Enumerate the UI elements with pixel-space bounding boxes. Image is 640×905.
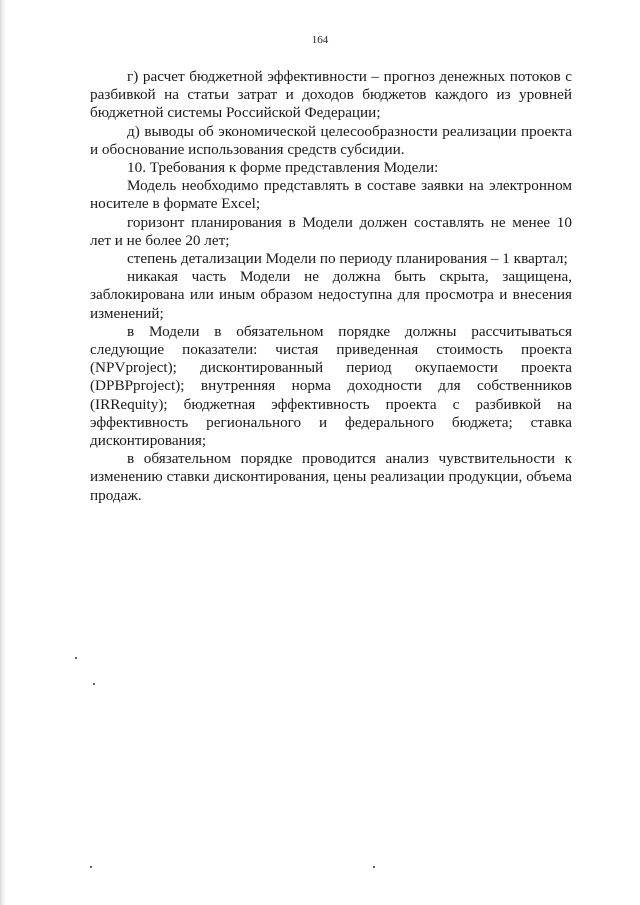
paragraph-sensitivity-analysis: в обязательном порядке проводится анализ чувствительности к изменению ставки дисконтирования, цены реализации продукции, объема продаж.: [90, 450, 572, 504]
paragraph-excel-format: Модель необходимо представлять в составе заявки на электронном носителе в формате Excel;: [90, 177, 572, 213]
paragraph-detail-level: степень детализации Модели по периоду планирования – 1 квартал;: [127, 250, 568, 268]
paragraph-planning-horizon: горизонт планирования в Модели должен составлять не менее 10 лет и не более 20 лет;: [90, 213, 572, 249]
scan-speck: [90, 866, 92, 868]
paragraph-required-indicators: в Модели в обязательном порядке должны рассчитываться следующие показатели: чистая приведенная стоимость проекта (NPVproject); дисконтированный период окупаемости проекта (DPBPproject); внутренняя норма доходности для собственников (IRRequity); бюджетная эффективность проекта с разбивкой на эффективность регионального и федерального бюджета; ставка дисконтирования;: [90, 322, 572, 450]
scan-speck: [75, 657, 77, 659]
page-number: 164: [311, 34, 329, 46]
paragraph-conclusions: д) выводы об экономической целесообразности реализации проекта и обоснование использования средств субсидии.: [90, 122, 572, 158]
scan-left-edge: [0, 0, 6, 905]
paragraph-budget-efficiency: г) расчет бюджетной эффективности – прогноз денежных потоков с разбивкой на статьи затрат и доходов бюджетов каждого из уровней бюджетной системы Российской Федерации;: [90, 68, 572, 122]
paragraph-no-hidden-parts: никакая часть Модели не должна быть скрыта, защищена, заблокирована или иным образом недоступна для просмотра и внесения изменений;: [90, 268, 572, 322]
paragraph-requirements-heading: 10. Требования к форме представления Модели:: [127, 159, 439, 177]
scan-speck: [373, 866, 375, 868]
scan-speck: [93, 683, 95, 685]
document-body: [90, 68, 572, 505]
